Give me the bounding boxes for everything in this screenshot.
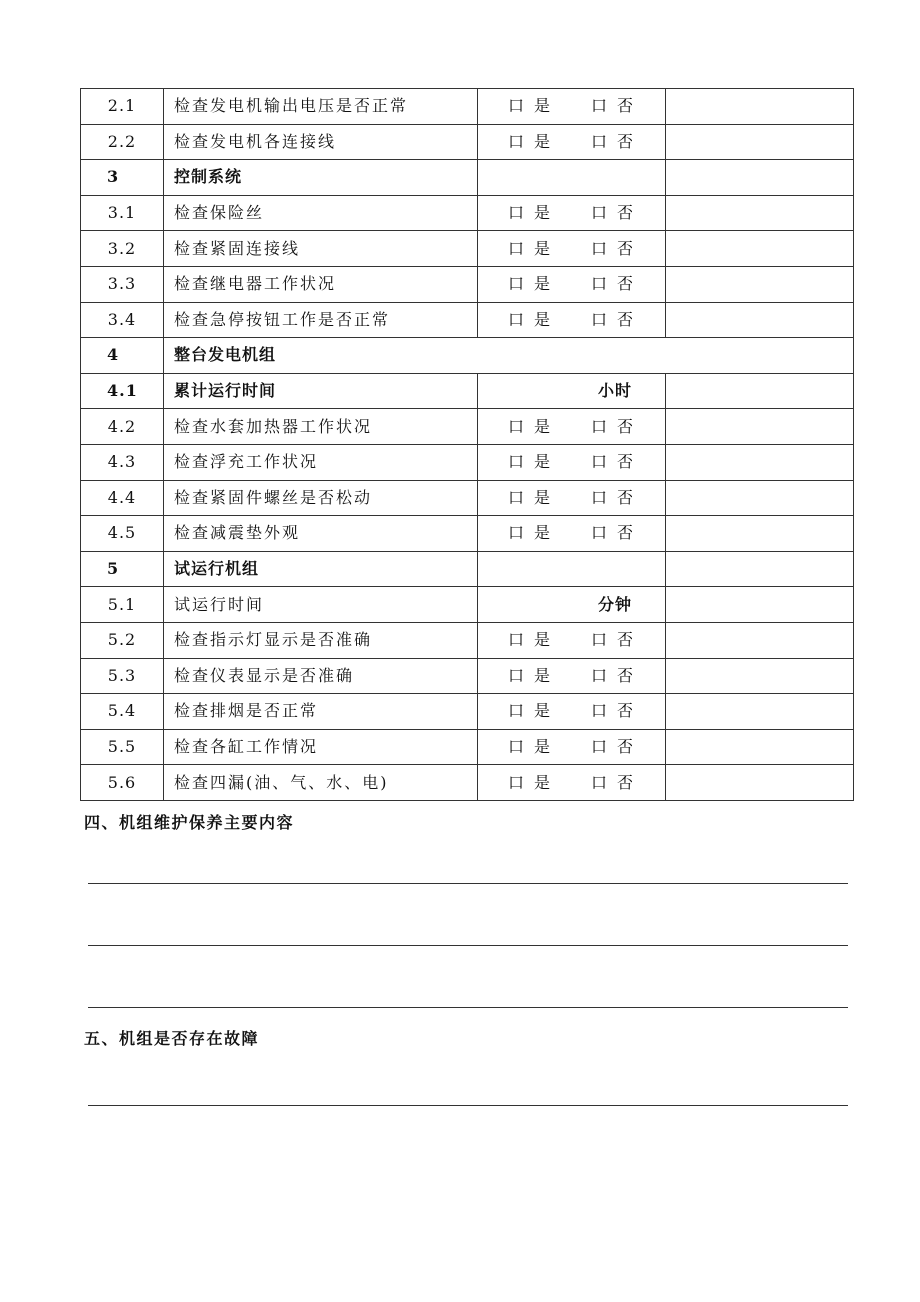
yes-checkbox[interactable]: 口是 bbox=[508, 630, 561, 650]
remark-cell[interactable] bbox=[666, 160, 854, 196]
item-number: 3.4 bbox=[81, 302, 164, 338]
yes-checkbox[interactable]: 口是 bbox=[508, 701, 561, 721]
remark-cell[interactable] bbox=[666, 124, 854, 160]
item-number: 5.6 bbox=[81, 765, 164, 801]
item-description: 检查四漏(油、气、水、电) bbox=[164, 765, 478, 801]
table-row bbox=[81, 551, 854, 587]
yes-checkbox[interactable]: 口是 bbox=[508, 665, 561, 685]
check-cell bbox=[478, 89, 666, 125]
remark-cell[interactable] bbox=[666, 89, 854, 125]
item-number: 3 bbox=[81, 160, 164, 196]
item-number: 5.4 bbox=[81, 694, 164, 730]
no-checkbox[interactable]: 口否 bbox=[591, 203, 644, 223]
yes-checkbox[interactable]: 口是 bbox=[508, 523, 561, 543]
no-checkbox[interactable]: 口否 bbox=[591, 630, 644, 650]
table-row bbox=[81, 658, 854, 694]
item-description: 检查排烟是否正常 bbox=[164, 694, 478, 730]
check-cell bbox=[478, 480, 666, 516]
no-checkbox[interactable]: 口否 bbox=[591, 701, 644, 721]
check-cell bbox=[478, 444, 666, 480]
remark-cell[interactable] bbox=[666, 694, 854, 730]
item-description: 整台发电机组 bbox=[164, 338, 854, 374]
yes-checkbox[interactable]: 口是 bbox=[508, 416, 561, 436]
inspection-checklist-table bbox=[80, 88, 854, 801]
item-number: 3.3 bbox=[81, 266, 164, 302]
item-number: 3.2 bbox=[81, 231, 164, 267]
yes-checkbox[interactable]: 口是 bbox=[508, 238, 561, 258]
remark-cell[interactable] bbox=[666, 444, 854, 480]
remark-cell[interactable] bbox=[666, 302, 854, 338]
check-cell bbox=[478, 266, 666, 302]
remark-cell[interactable] bbox=[666, 373, 854, 409]
table-row bbox=[81, 338, 854, 374]
remark-cell[interactable] bbox=[666, 551, 854, 587]
item-description: 累计运行时间 bbox=[164, 373, 478, 409]
item-description: 检查发电机输出电压是否正常 bbox=[164, 89, 478, 125]
maintenance-content-line-2[interactable] bbox=[88, 945, 848, 946]
item-number: 2.1 bbox=[81, 89, 164, 125]
item-number: 4 bbox=[81, 338, 164, 374]
item-number: 4.4 bbox=[81, 480, 164, 516]
remark-cell[interactable] bbox=[666, 409, 854, 445]
check-cell bbox=[478, 409, 666, 445]
yes-checkbox[interactable]: 口是 bbox=[508, 772, 561, 792]
yes-checkbox[interactable]: 口是 bbox=[508, 203, 561, 223]
table-row bbox=[81, 302, 854, 338]
no-checkbox[interactable]: 口否 bbox=[591, 131, 644, 151]
maintenance-content-line-1[interactable] bbox=[88, 883, 848, 884]
check-cell bbox=[478, 658, 666, 694]
table-row bbox=[81, 373, 854, 409]
check-cell bbox=[478, 765, 666, 801]
item-number: 4.1 bbox=[81, 373, 164, 409]
item-number: 3.1 bbox=[81, 195, 164, 231]
checklist-body bbox=[81, 89, 854, 801]
check-cell bbox=[478, 551, 666, 587]
no-checkbox[interactable]: 口否 bbox=[591, 274, 644, 294]
item-number: 4.5 bbox=[81, 516, 164, 552]
table-row bbox=[81, 765, 854, 801]
fault-description-line[interactable] bbox=[88, 1105, 848, 1106]
yes-checkbox[interactable]: 口是 bbox=[508, 309, 561, 329]
no-checkbox[interactable]: 口否 bbox=[591, 309, 644, 329]
table-row bbox=[81, 694, 854, 730]
no-checkbox[interactable]: 口否 bbox=[591, 736, 644, 756]
item-description: 试运行机组 bbox=[164, 551, 478, 587]
table-row bbox=[81, 89, 854, 125]
table-row bbox=[81, 444, 854, 480]
yes-checkbox[interactable]: 口是 bbox=[508, 131, 561, 151]
remark-cell[interactable] bbox=[666, 231, 854, 267]
table-row bbox=[81, 160, 854, 196]
remark-cell[interactable] bbox=[666, 729, 854, 765]
item-number: 5.3 bbox=[81, 658, 164, 694]
unit-label: 分钟 bbox=[597, 594, 632, 614]
section-four-heading: 四、机组维护保养主要内容 bbox=[84, 813, 295, 832]
check-cell bbox=[478, 729, 666, 765]
remark-cell[interactable] bbox=[666, 622, 854, 658]
item-description: 检查紧固件螺丝是否松动 bbox=[164, 480, 478, 516]
remark-cell[interactable] bbox=[666, 266, 854, 302]
item-description: 控制系统 bbox=[164, 160, 478, 196]
item-number: 5 bbox=[81, 551, 164, 587]
item-number: 4.3 bbox=[81, 444, 164, 480]
item-description: 试运行时间 bbox=[164, 587, 478, 623]
no-checkbox[interactable]: 口否 bbox=[591, 523, 644, 543]
check-cell bbox=[478, 694, 666, 730]
yes-checkbox[interactable]: 口是 bbox=[508, 452, 561, 472]
table-row bbox=[81, 480, 854, 516]
check-cell bbox=[478, 195, 666, 231]
table-row bbox=[81, 622, 854, 658]
check-cell bbox=[478, 622, 666, 658]
section-five-heading: 五、机组是否存在故障 bbox=[84, 1029, 260, 1048]
check-cell bbox=[478, 302, 666, 338]
table-row bbox=[81, 409, 854, 445]
item-description: 检查发电机各连接线 bbox=[164, 124, 478, 160]
remark-cell[interactable] bbox=[666, 765, 854, 801]
item-description: 检查水套加热器工作状况 bbox=[164, 409, 478, 445]
no-checkbox[interactable]: 口否 bbox=[591, 416, 644, 436]
yes-checkbox[interactable]: 口是 bbox=[508, 487, 561, 507]
yes-checkbox[interactable]: 口是 bbox=[508, 274, 561, 294]
item-description: 检查继电器工作状况 bbox=[164, 266, 478, 302]
item-number: 2.2 bbox=[81, 124, 164, 160]
item-description: 检查急停按钮工作是否正常 bbox=[164, 302, 478, 338]
item-description: 检查紧固连接线 bbox=[164, 231, 478, 267]
check-cell[interactable] bbox=[478, 373, 666, 409]
table-row bbox=[81, 729, 854, 765]
remark-cell[interactable] bbox=[666, 658, 854, 694]
item-description: 检查减震垫外观 bbox=[164, 516, 478, 552]
item-description: 检查各缸工作情况 bbox=[164, 729, 478, 765]
no-checkbox[interactable]: 口否 bbox=[591, 487, 644, 507]
check-cell[interactable] bbox=[478, 587, 666, 623]
item-number: 5.5 bbox=[81, 729, 164, 765]
item-description: 检查指示灯显示是否准确 bbox=[164, 622, 478, 658]
table-row bbox=[81, 516, 854, 552]
maintenance-content-line-3[interactable] bbox=[88, 1007, 848, 1008]
no-checkbox[interactable]: 口否 bbox=[591, 452, 644, 472]
remark-cell[interactable] bbox=[666, 195, 854, 231]
table-row bbox=[81, 266, 854, 302]
check-cell bbox=[478, 231, 666, 267]
table-row bbox=[81, 587, 854, 623]
no-checkbox[interactable]: 口否 bbox=[591, 96, 644, 116]
no-checkbox[interactable]: 口否 bbox=[591, 772, 644, 792]
remark-cell[interactable] bbox=[666, 480, 854, 516]
check-cell bbox=[478, 516, 666, 552]
no-checkbox[interactable]: 口否 bbox=[591, 665, 644, 685]
item-description: 检查浮充工作状况 bbox=[164, 444, 478, 480]
table-row bbox=[81, 195, 854, 231]
item-description: 检查仪表显示是否准确 bbox=[164, 658, 478, 694]
item-number: 5.1 bbox=[81, 587, 164, 623]
item-description: 检查保险丝 bbox=[164, 195, 478, 231]
yes-checkbox[interactable]: 口是 bbox=[508, 736, 561, 756]
item-number: 4.2 bbox=[81, 409, 164, 445]
item-number: 5.2 bbox=[81, 622, 164, 658]
remark-cell[interactable] bbox=[666, 516, 854, 552]
table-row bbox=[81, 231, 854, 267]
remark-cell[interactable] bbox=[666, 587, 854, 623]
unit-label: 小时 bbox=[597, 381, 632, 401]
no-checkbox[interactable]: 口否 bbox=[591, 238, 644, 258]
check-cell bbox=[478, 124, 666, 160]
yes-checkbox[interactable]: 口是 bbox=[508, 96, 561, 116]
check-cell bbox=[478, 160, 666, 196]
table-row bbox=[81, 124, 854, 160]
